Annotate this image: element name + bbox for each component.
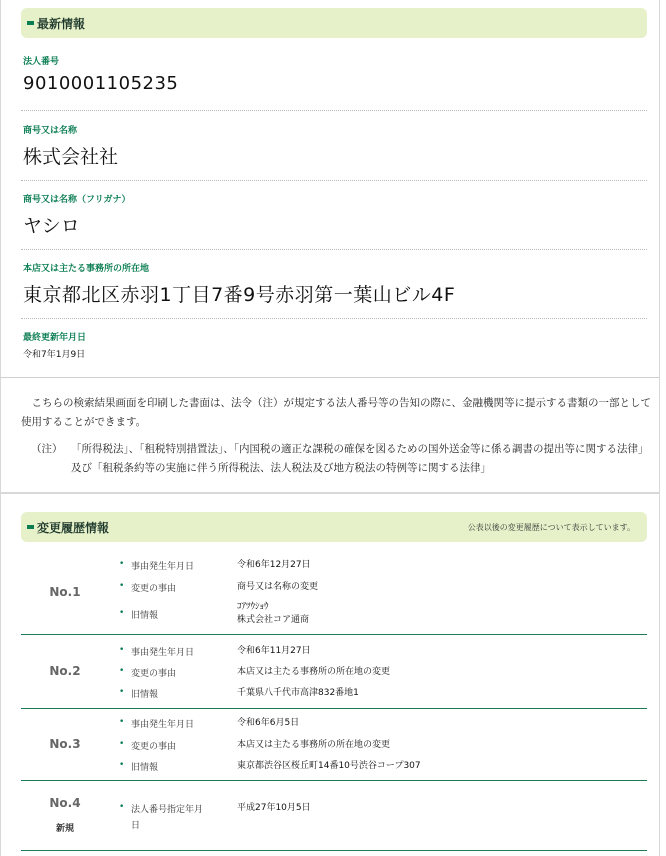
assigned-date-label-line1: 法人番号指定年月 [131,805,204,815]
old-info-value-line2: 株式会社コア通商 [237,615,310,625]
new-badge: 新規 [55,824,74,834]
entry-number: No.3 [49,737,81,751]
kana-label: 商号又は名称（フリガナ） [23,195,131,205]
bullet-icon: • [119,608,125,618]
bullet-icon: • [119,581,125,591]
old-info-value-line1: ｺｱﾂｳｼｮｳ [237,602,269,612]
bullet-icon: • [119,717,125,727]
latest-info-header [21,8,647,38]
old-info-value-line1: 東京都渋谷区桜丘町14番10号渋谷コープ307 [237,761,421,771]
notice-note-head: （注） [31,443,63,455]
notice-note-body: 「所得税法」、「租税特別措置法」、「内国税の適正な課税の確保を図るための国外送金等に係る調書の提出等に関する法律」及び「租税条約等の実施に伴う所得税法、法人税法及び地方税法の特例等に関する法律」 [71,443,649,474]
corp-number-field [23,56,647,94]
name-field [23,125,647,169]
updated-label: 最終更新年月日 [23,333,87,343]
date-value: 令和6年12月27日 [237,560,311,570]
old-info-label: 旧情報 [131,690,159,700]
address-value: 東京都北区赤羽1丁目7番9号赤羽第一葉山ビル4F [23,284,456,306]
date-label: 事由発生年月日 [131,648,195,658]
history-header [21,512,647,542]
corp-number-label: 法人番号 [23,57,60,67]
row-separator [21,850,647,851]
old-info-value-line1: 千葉県八千代市高津832番地1 [237,688,359,698]
date-label: 事由発生年月日 [131,720,195,730]
date-value: 令和6年6月5日 [237,718,300,728]
reason-value: 商号又は名称の変更 [237,582,319,592]
assigned-date-label-line2: 日 [131,821,141,831]
entry-number: No.1 [49,585,81,599]
row-separator [21,634,647,635]
date-value: 令和6年11月27日 [237,646,311,656]
name-value: 株式会社社 [23,146,119,168]
notice-panel [0,378,660,494]
separator [21,110,647,111]
bullet-icon: • [119,687,125,697]
latest-info-title: 最新情報 [37,17,86,31]
row-separator [21,708,647,709]
bullet-icon: • [119,645,125,655]
date-label: 事由発生年月日 [131,562,195,572]
bullet-icon: • [119,559,125,569]
reason-label: 変更の事由 [131,669,177,679]
old-info-label: 旧情報 [131,763,159,773]
history-title: 変更履歴情報 [37,521,110,535]
updated-value: 令和7年1月9日 [23,350,86,360]
kana-field [23,194,647,238]
name-label: 商号又は名称 [23,126,78,136]
separator [21,249,647,250]
bullet-icon: • [119,802,125,812]
reason-value: 本店又は主たる事務所の所在地の変更 [237,667,391,677]
address-field [23,263,647,307]
updated-field [23,332,647,360]
history-panel [0,494,660,856]
reason-label: 変更の事由 [131,584,177,594]
assigned-date-value: 平成27年10月5日 [237,803,311,813]
entry-number: No.4 [49,796,81,810]
bullet-icon: • [119,739,125,749]
bullet-icon: • [119,666,125,676]
separator [21,318,647,319]
old-info-label: 旧情報 [131,611,159,621]
header-bar-icon [27,21,34,25]
kana-value: ヤシロ [23,215,80,237]
notice-paragraph: こちらの検索結果画面を印刷した書面は、法令（注）が規定する法人番号等の告知の際に、金融機関等に提示する書類の一部として使用することができます。 [21,397,651,428]
entry-number: No.2 [49,664,81,678]
separator [21,180,647,181]
reason-value: 本店又は主たる事務所の所在地の変更 [237,740,391,750]
row-separator [21,780,647,781]
corp-number-value: 9010001105235 [23,73,179,94]
address-label: 本店又は主たる事務所の所在地 [23,264,150,274]
bullet-icon: • [119,760,125,770]
latest-info-panel [0,0,660,378]
header-bar-icon [27,525,34,529]
history-note: 公表以後の変更履歴について表示しています。 [467,523,635,532]
reason-label: 変更の事由 [131,742,177,752]
